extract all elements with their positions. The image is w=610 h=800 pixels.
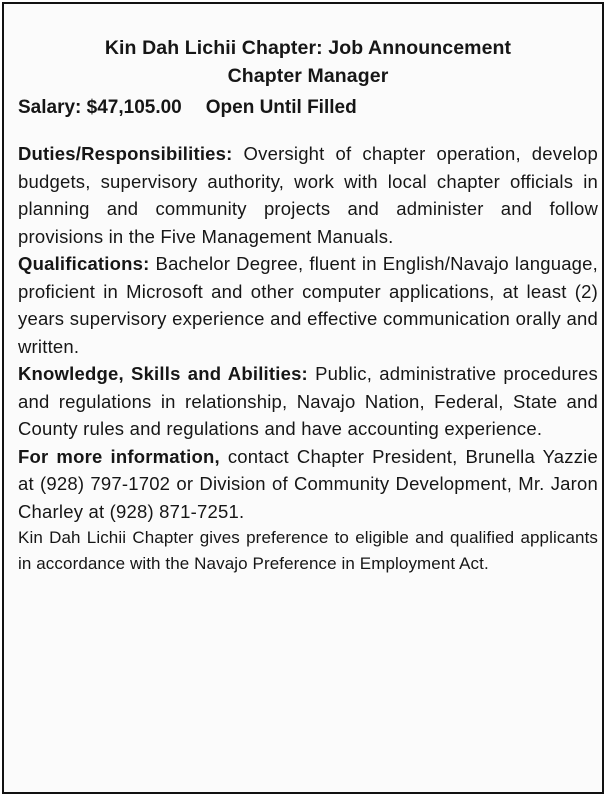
ksa-text: Public, administrative procedures and regulations in relationship, Navajo Nation, Federal, State and County rules and regulations and have accounting experience. [18, 363, 598, 439]
duties-section [18, 140, 598, 250]
announcement-title: Kin Dah Lichii Chapter: Job Announcement [104, 37, 512, 59]
contact-label: For more information, [18, 445, 220, 467]
qualifications-text: Bachelor Degree, fluent in English/Navajo language, proficient in Microsoft and other computer applications, at least (2) years supervisory experience and effective communication orally and written. [18, 253, 599, 357]
contact-text: contact Chapter President, Brunella Yazzie at (928) 797-1702 or Division of Community Development, Mr. Jaron Charley at (928) 871-7251. [18, 445, 598, 522]
duties-text: Oversight of chapter operation, develop budgets, supervisory authority, work with local chapter officials in planning and community projects and administer and follow provisions in the Five Management Manuals. [18, 143, 599, 247]
salary-label: Salary: [18, 97, 82, 118]
qualifications-label: Qualifications: [18, 253, 150, 274]
qualifications-section [18, 250, 598, 360]
announcement-frame [2, 2, 604, 794]
salary-line [18, 94, 598, 121]
position-title: Chapter Manager [227, 65, 389, 87]
announcement-content [18, 34, 598, 577]
salary-amount: $47,105.00 [86, 97, 182, 118]
ksa-label: Knowledge, Skills and Abilities: [18, 363, 308, 384]
duties-label: Duties/Responsibilities: [18, 143, 233, 164]
ksa-section [18, 360, 598, 443]
preference-note: Kin Dah Lichii Chapter gives preference to eligible and qualified applicants in accordance with the Navajo Preference in Employment Act. [18, 528, 598, 573]
contact-section [18, 443, 598, 526]
salary-status: Open Until Filled [205, 97, 357, 118]
